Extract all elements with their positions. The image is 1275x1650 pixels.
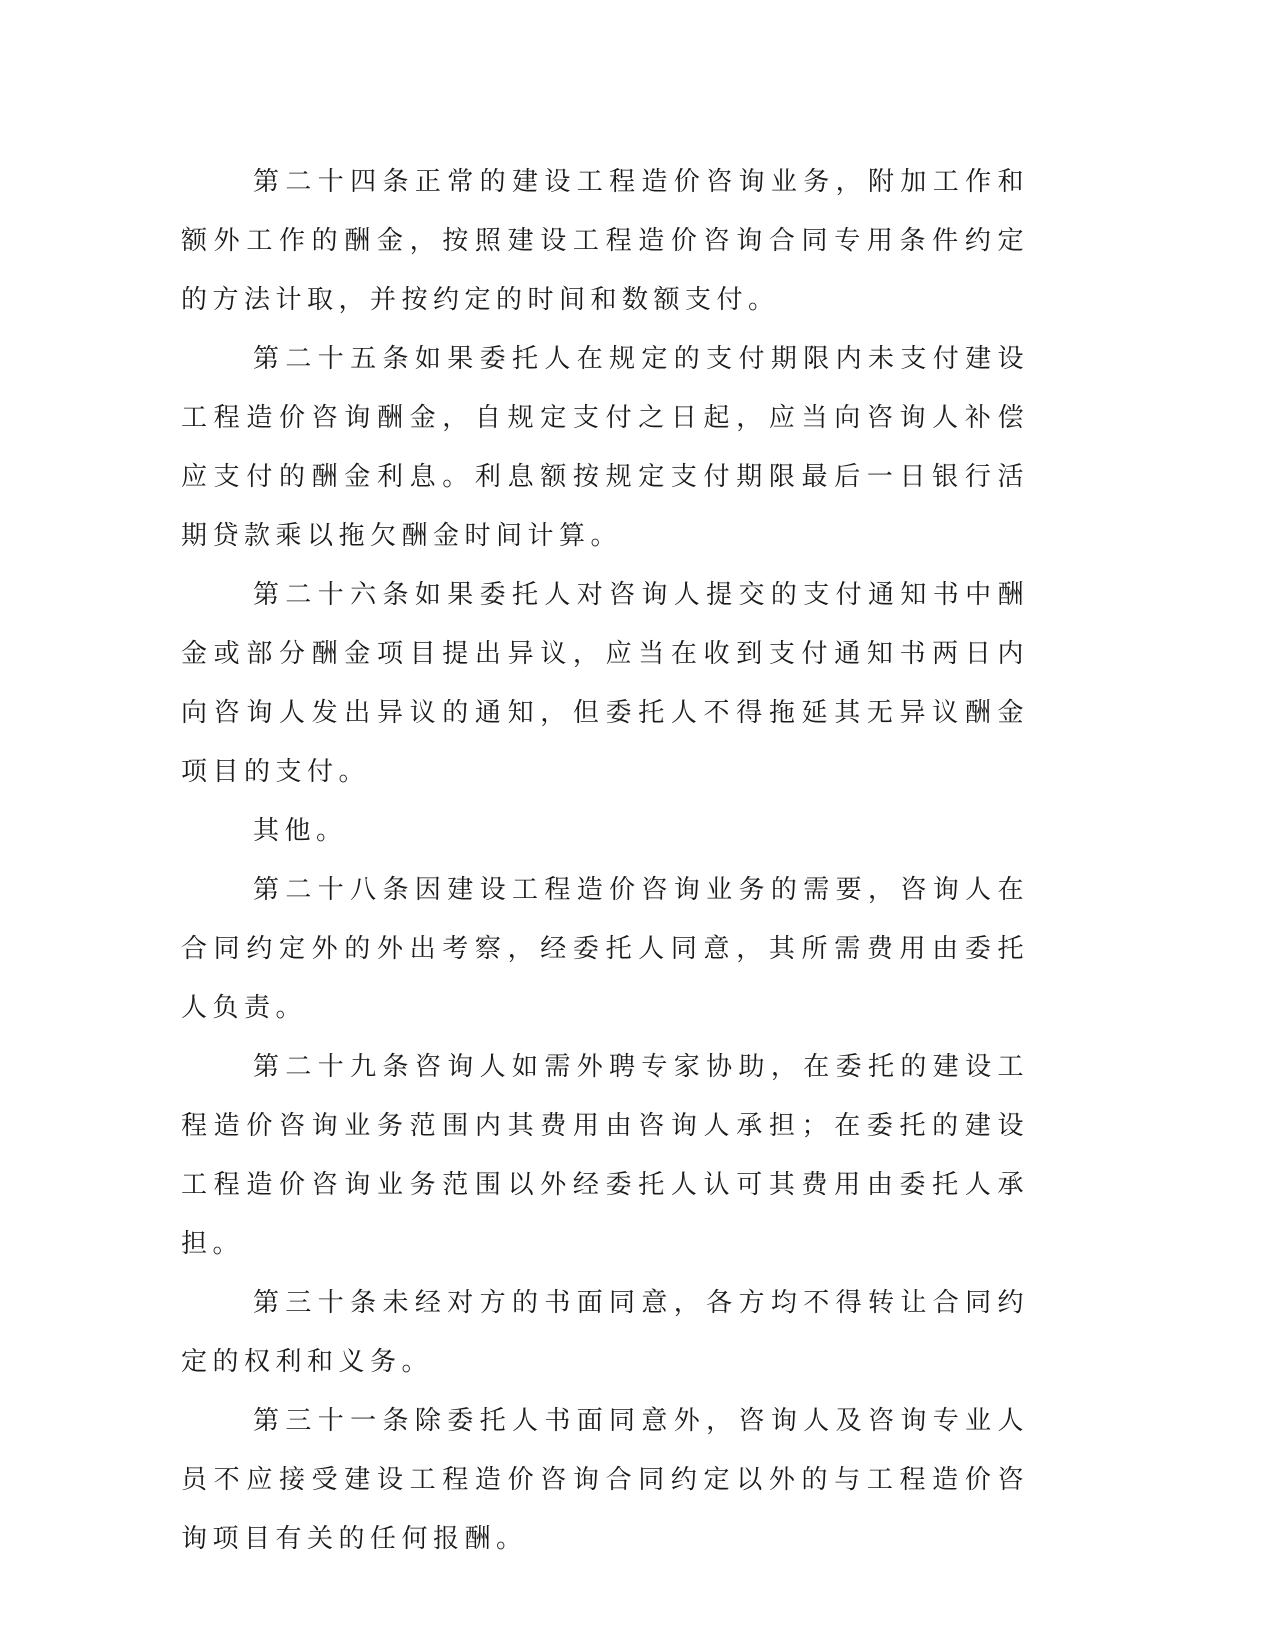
document-body: [181, 153, 1029, 1569]
paragraph-article-25: 第二十五条如果委托人在规定的支付期限内未支付建设工程造价咨询酬金，自规定支付之日起，应当向咨询人补偿应支付的酬金利息。利息额按规定支付期限最后一日银行活期贷款乘以拖欠酬金时间计算。: [181, 344, 1029, 551]
paragraph-other: 其他。: [253, 816, 348, 846]
paragraph-article-24: 第二十四条正常的建设工程造价咨询业务，附加工作和额外工作的酬金，按照建设工程造价咨询合同专用条件约定的方法计取，并按约定的时间和数额支付。: [181, 167, 1029, 315]
paragraph-article-31: 第三十一条除委托人书面同意外，咨询人及咨询专业人员不应接受建设工程造价咨询合同约定以外的与工程造价咨询项目有关的任何报酬。: [181, 1406, 1029, 1554]
paragraph-article-29: 第二十九条咨询人如需外聘专家协助，在委托的建设工程造价咨询业务范围内其费用由咨询人承担；在委托的建设工程造价咨询业务范围以外经委托人认可其费用由委托人承担。: [181, 1052, 1029, 1259]
paragraph-article-26: 第二十六条如果委托人对咨询人提交的支付通知书中酬金或部分酬金项目提出异议，应当在收到支付通知书两日内向咨询人发出异议的通知，但委托人不得拖延其无异议酬金项目的支付。: [181, 580, 1029, 787]
paragraph-article-30: 第三十条未经对方的书面同意，各方均不得转让合同约定的权利和义务。: [181, 1288, 1029, 1377]
paragraph-article-28: 第二十八条因建设工程造价咨询业务的需要，咨询人在合同约定外的外出考察，经委托人同意，其所需费用由委托人负责。: [181, 875, 1029, 1023]
